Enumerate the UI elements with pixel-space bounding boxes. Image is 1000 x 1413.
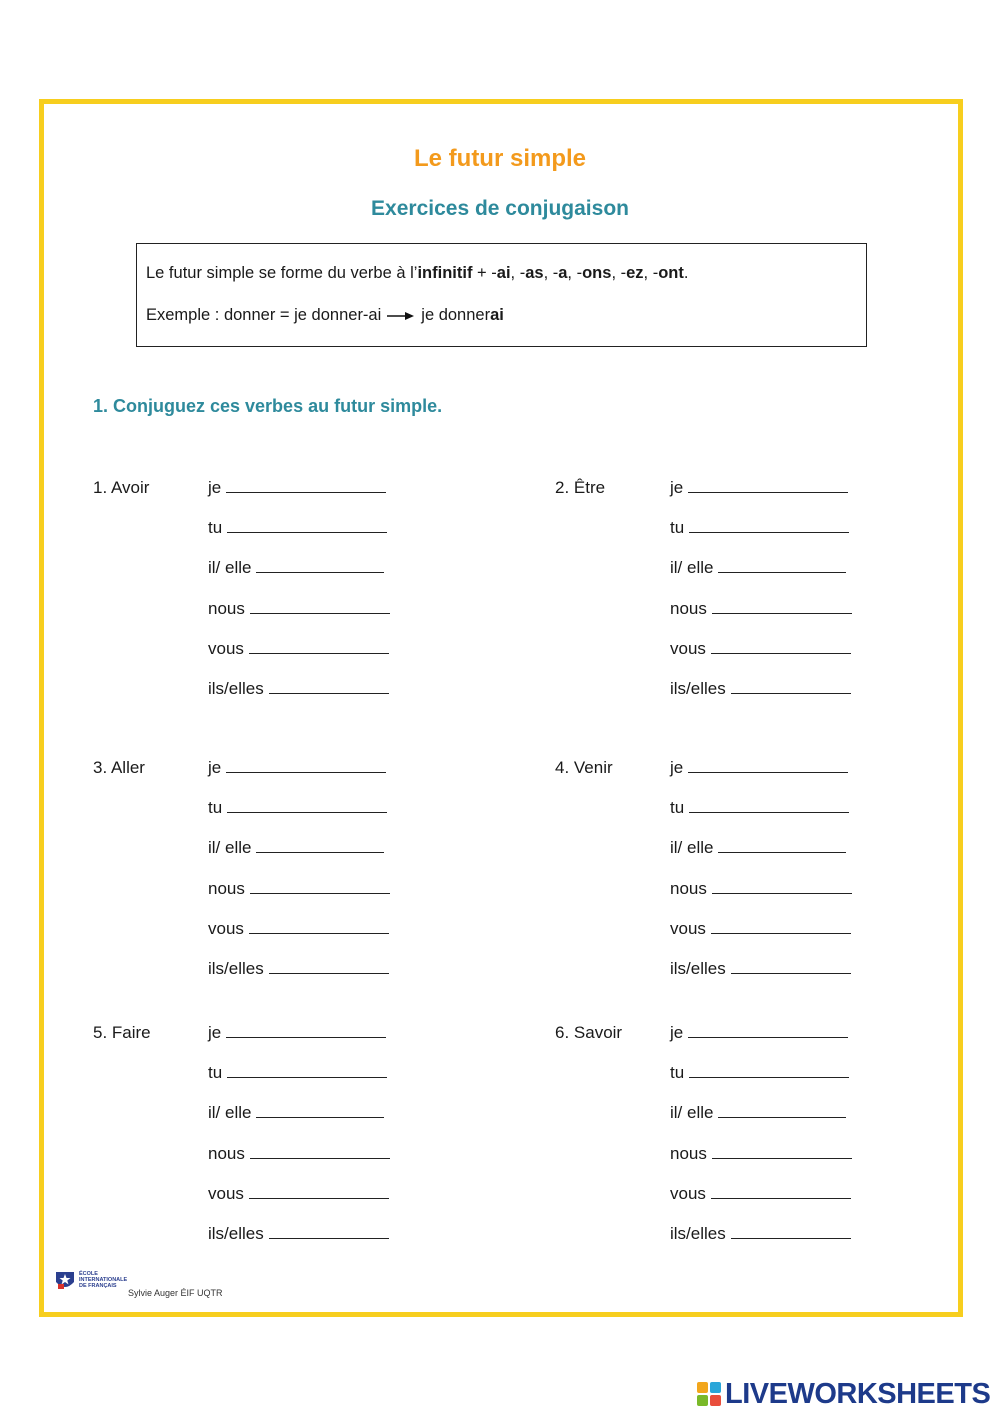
pronoun-label: il/ elle [670, 838, 714, 858]
rule-box [136, 243, 867, 347]
pronoun-label: nous [670, 1143, 707, 1163]
answer-blank[interactable] [227, 531, 387, 533]
rule-text: Le futur simple se forme du verbe à l’ [146, 264, 418, 282]
conjugation-row [208, 1103, 384, 1123]
answer-blank[interactable] [718, 571, 846, 573]
answer-blank[interactable] [718, 851, 846, 853]
pronoun-label: tu [208, 798, 223, 818]
conjugation-row [208, 919, 389, 939]
brand-block [710, 1395, 721, 1406]
answer-blank[interactable] [712, 612, 852, 614]
verb-label: 1. Avoir [93, 478, 150, 497]
pronoun-label: ils/elles [208, 679, 264, 698]
conjugation-row [670, 1224, 851, 1244]
ending-a: a [558, 264, 568, 282]
answer-blank[interactable] [731, 1237, 851, 1239]
conjugation-row [208, 478, 386, 498]
conjugation-row [670, 478, 848, 498]
verb-label: 2. Être [555, 478, 606, 497]
verb-label: 3. Aller [93, 758, 145, 777]
answer-blank[interactable] [250, 892, 390, 894]
pronoun-label: ils/elles [670, 679, 726, 698]
ending-ont: ont [658, 264, 684, 282]
answer-blank[interactable] [226, 491, 386, 493]
brand-logo-icon [697, 1382, 721, 1406]
answer-blank[interactable] [269, 692, 389, 694]
conjugation-row [670, 1144, 852, 1164]
answer-blank[interactable] [731, 972, 851, 974]
pronoun-label: je [208, 758, 222, 777]
answer-blank[interactable] [688, 1036, 848, 1038]
pronoun-label: tu [670, 798, 685, 818]
pronoun-label: je [670, 758, 684, 777]
pronoun-label: je [208, 478, 222, 497]
pronoun-label: vous [670, 918, 706, 938]
answer-blank[interactable] [689, 1076, 849, 1078]
answer-blank[interactable] [226, 771, 386, 773]
answer-blank[interactable] [269, 1237, 389, 1239]
brand-block [697, 1395, 708, 1406]
answer-blank[interactable] [688, 491, 848, 493]
rule-example [146, 306, 504, 325]
conjugation-row [208, 518, 387, 538]
pronoun-label: nous [208, 1143, 245, 1163]
answer-blank[interactable] [227, 1076, 387, 1078]
pronoun-label: ils/elles [208, 1224, 264, 1243]
conjugation-row [208, 838, 384, 858]
conjugation-row [670, 1063, 849, 1083]
verb-label: 4. Venir [555, 758, 613, 777]
conjugation-row [208, 1063, 387, 1083]
answer-blank[interactable] [256, 851, 384, 853]
answer-blank[interactable] [712, 892, 852, 894]
answer-blank[interactable] [269, 972, 389, 974]
arrow-right-icon [387, 311, 415, 321]
pronoun-label: ils/elles [670, 959, 726, 978]
pronoun-label: nous [208, 878, 245, 898]
example-ending: ai [490, 306, 504, 324]
conjugation-row [670, 959, 851, 979]
answer-blank[interactable] [249, 652, 389, 654]
conjugation-row [208, 1224, 389, 1244]
author-credit: Sylvie Auger ÉIF UQTR [128, 1288, 223, 1298]
conjugation-row [670, 599, 852, 619]
answer-blank[interactable] [731, 692, 851, 694]
conjugation-row [208, 1184, 389, 1204]
conjugation-row [670, 518, 849, 538]
ending-ons: ons [582, 264, 612, 282]
pronoun-label: vous [670, 1183, 706, 1203]
conjugation-row [208, 879, 390, 899]
answer-blank[interactable] [249, 932, 389, 934]
pronoun-label: il/ elle [208, 1103, 252, 1123]
page-title: Le futur simple [413, 145, 587, 172]
answer-blank[interactable] [689, 531, 849, 533]
brand-block [697, 1382, 708, 1393]
liveworksheets-brand[interactable] [697, 1376, 990, 1412]
ending-ai: ai [496, 264, 511, 282]
answer-blank[interactable] [250, 1157, 390, 1159]
pronoun-label: nous [670, 598, 707, 618]
pronoun-label: tu [208, 518, 223, 538]
conjugation-row [670, 798, 849, 818]
rule-infinitive: infinitif [417, 264, 473, 282]
pronoun-label: nous [670, 878, 707, 898]
pronoun-label: nous [208, 598, 245, 618]
school-logo [54, 1268, 126, 1299]
conjugation-row [670, 679, 851, 699]
verb-label: 5. Faire [93, 1023, 151, 1042]
conjugation-row [208, 959, 389, 979]
pronoun-label: il/ elle [208, 838, 252, 858]
conjugation-row [670, 1103, 846, 1123]
conjugation-row [670, 919, 851, 939]
answer-blank[interactable] [256, 1116, 384, 1118]
page-subtitle: Exercices de conjugaison [371, 197, 629, 220]
pronoun-label: tu [670, 1063, 685, 1083]
pronoun-label: vous [670, 638, 706, 658]
pronoun-label: vous [208, 918, 244, 938]
conjugation-row [208, 1144, 390, 1164]
answer-blank[interactable] [226, 1036, 386, 1038]
pronoun-label: je [670, 1023, 684, 1042]
answer-blank[interactable] [711, 932, 851, 934]
rule-plus: + - [472, 264, 497, 282]
pronoun-label: ils/elles [208, 959, 264, 978]
pronoun-label: ils/elles [670, 1224, 726, 1243]
pronoun-label: il/ elle [670, 1103, 714, 1123]
answer-blank[interactable] [689, 811, 849, 813]
brand-block [710, 1382, 721, 1393]
conjugation-row [208, 758, 386, 778]
conjugation-row [670, 558, 846, 578]
pronoun-label: vous [208, 638, 244, 658]
conjugation-row [208, 1023, 386, 1043]
pronoun-label: tu [208, 1063, 223, 1083]
ending-ez: ez [626, 264, 644, 282]
logo-text: ÉCOLE INTERNATIONALE DE FRANÇAIS [79, 1271, 128, 1289]
answer-blank[interactable] [711, 1197, 851, 1199]
pronoun-label: il/ elle [670, 558, 714, 578]
conjugation-row [670, 879, 852, 899]
answer-blank[interactable] [250, 612, 390, 614]
conjugation-row [208, 679, 389, 699]
conjugation-row [208, 599, 390, 619]
answer-blank[interactable] [227, 811, 387, 813]
example-result: je donner [421, 306, 491, 324]
answer-blank[interactable] [256, 571, 384, 573]
answer-blank[interactable] [688, 771, 848, 773]
exercise-instruction: 1. Conjuguez ces verbes au futur simple. [93, 396, 443, 416]
pronoun-label: il/ elle [208, 558, 252, 578]
answer-blank[interactable] [718, 1116, 846, 1118]
conjugation-row [670, 758, 848, 778]
pronoun-label: je [208, 1023, 222, 1042]
answer-blank[interactable] [249, 1197, 389, 1199]
rule-formation: Le futur simple se forme du verbe à l’infinitif + -ai, -as, -a, -ons, -ez, -ont. [146, 264, 689, 282]
verb-label: 6. Savoir [555, 1023, 623, 1042]
conjugation-row [670, 1184, 851, 1204]
brand-name: LIVEWORKSHEETS [725, 1377, 991, 1410]
conjugation-row [208, 639, 389, 659]
conjugation-row [208, 798, 387, 818]
ending-as: as [525, 264, 544, 282]
example-text: Exemple : donner = je donner-ai [146, 306, 382, 324]
answer-blank[interactable] [712, 1157, 852, 1159]
answer-blank[interactable] [711, 652, 851, 654]
pronoun-label: tu [670, 518, 685, 538]
pronoun-label: vous [208, 1183, 244, 1203]
conjugation-row [670, 1023, 848, 1043]
conjugation-row [670, 639, 851, 659]
conjugation-row [208, 558, 384, 578]
conjugation-row [670, 838, 846, 858]
pronoun-label: je [670, 478, 684, 497]
